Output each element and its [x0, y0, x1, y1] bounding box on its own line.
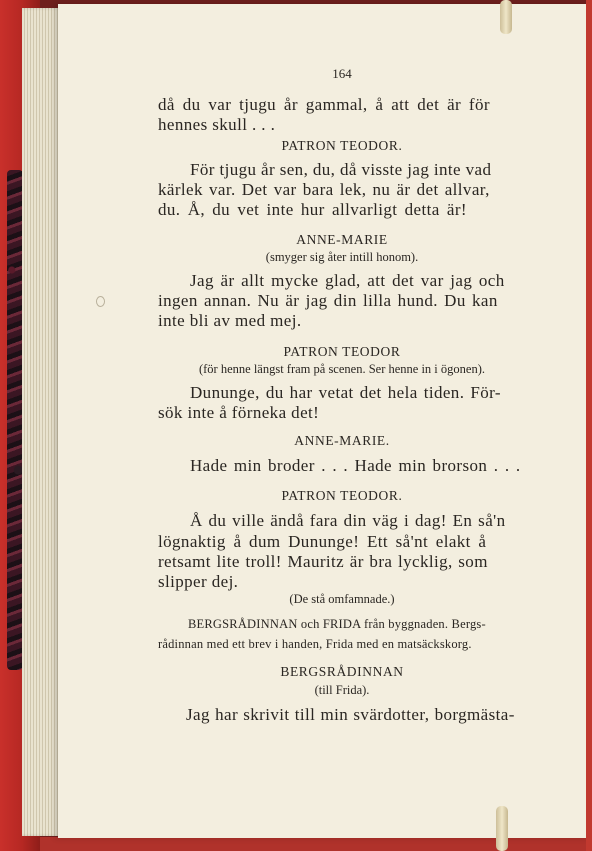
text-line: Jag har skrivit till min svärdotter, borgmästa- [186, 705, 515, 724]
text-line: Å du ville ändå fara din väg i dag! En så'n [190, 511, 506, 530]
stage-direction: rådinnan med ett brev i handen, Frida med en matsäckskorg. [158, 637, 472, 651]
text-line: ingen annan. Nu är jag din lilla hund. Du kan [158, 291, 498, 310]
stage-direction: (De stå omfamnade.) [289, 592, 395, 606]
text-line: retsamt lite troll! Mauritz är bra lycklig, som [158, 552, 488, 571]
speaker-name: PATRON TEODOR. [281, 488, 403, 503]
text-line: kärlek var. Det var bara lek, nu är det allvar, [158, 180, 490, 199]
text-line: slipper dej. [158, 572, 239, 591]
text-line: du. Å, du vet inte hur allvarligt detta är! [158, 200, 467, 219]
speaker-name: ANNE-MARIE. [294, 433, 390, 448]
stage-direction: (till Frida). [314, 683, 370, 697]
speaker-name: ANNE-MARIE [296, 232, 388, 247]
text-line: Jag är allt mycke glad, att det var jag och [190, 271, 505, 290]
text-line: sök inte å förneka det! [158, 403, 320, 422]
text-line: inte bli av med mej. [158, 311, 302, 330]
text-line: Dununge, du har vetat det hela tiden. För- [190, 383, 501, 402]
speaker-name: BERGSRÅDINNAN [280, 664, 404, 679]
page-number: 164 [332, 66, 352, 81]
speaker-name: PATRON TEODOR [283, 344, 401, 359]
speaker-name: PATRON TEODOR. [281, 138, 403, 153]
text-line: För tjugu år sen, du, då visste jag inte vad [190, 160, 492, 179]
text-line: lögnaktig å dum Dununge! Ett så'nt elakt å [158, 532, 487, 551]
stage-direction: (för henne längst fram på scenen. Ser henne in i ögonen). [198, 362, 485, 376]
text-line: Hade min broder . . . Hade min brorson . . . [190, 456, 521, 475]
text-line: hennes skull . . . [158, 115, 276, 134]
stage-direction: (smyger sig åter intill honom). [265, 250, 419, 264]
stage-direction: BERGSRÅDINNAN och FRIDA från byggnaden. Bergs- [188, 617, 486, 631]
text-line: då du var tjugu år gammal, å att det är för [158, 95, 490, 114]
